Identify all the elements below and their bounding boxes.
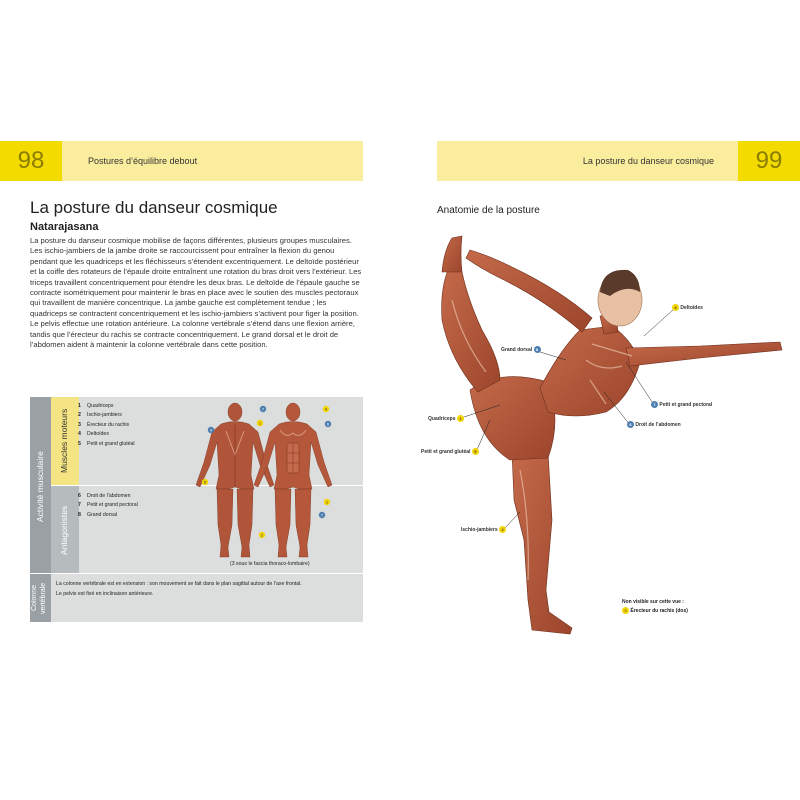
marker: 5 — [203, 479, 207, 485]
spine-label: Colonne vertébrale — [31, 582, 47, 614]
pose-sanskrit-name: Natarajasana — [30, 221, 99, 233]
left-page-number: 98 — [0, 141, 62, 181]
right-running-head: La posture du danseur cosmique — [582, 156, 714, 166]
note-title: Non visible sur cette vue : — [622, 599, 684, 605]
callout-label: Grand dorsal — [501, 346, 533, 353]
callout-quadriceps — [428, 415, 464, 422]
spine-text-line: La colonne vertébrale est en extension : son mouvement se fait dans le plan sagittal autour de l’axe frontal. — [56, 581, 302, 587]
callout-label: Quadriceps — [428, 415, 456, 422]
callout-deltoides — [672, 304, 703, 311]
callout-label: Petit et grand glutéal — [421, 448, 471, 455]
list-item: 5 Petit et grand glutéal — [78, 440, 135, 447]
callout-label: Droit de l’abdomen — [635, 421, 681, 428]
marker: 6 — [326, 421, 330, 427]
body-paragraph: La posture du danseur cosmique mobilise de façons différentes, plusieurs groupes musculaires. Les ischio-jambiers de la jambe droite se raccourcissent pour entraîner la flexion du genou pendant que les quadriceps et les fléchisseurs s’étendent excentriquement. Le deltoïde postérieur et la coiffe des rotateurs de l’épaule droite entraînent une rotation du bras droit vers l’extérieur. Les triceps travaillent concentriquement pour étendre les deux bras. Le deltoïde de l’épaule gauche se contracte isométriquement pour maintenir le bras en place avec le soutien des muscles pectoraux qui travaillent de manière concentrique. La jambe gauche est complètement tendue ; les quadriceps se contractent concentriquement et les ischio-jambiers s’activent pour figer la position. Le pelvis effectue une rotation antérieure. La colonne vertébrale s’étend dans une flexion arrière, tandis que l’érecteur du rachis se contracte concentriquement. Le grand dorsal et le droit de l’abdomen aident à maintenir la colonne vertébrale dans cette position. — [30, 236, 362, 350]
callout-grand-dorsal — [501, 346, 541, 353]
note-item — [622, 607, 688, 616]
list-item: 1 Quadriceps — [78, 403, 114, 409]
list-item: 3 Érecteur du rachis — [78, 421, 130, 428]
movers-label: Muscles moteurs — [59, 408, 69, 474]
page-title: La posture du danseur cosmique — [30, 198, 278, 217]
list-item: 8 Grand dorsal — [78, 511, 117, 518]
marker: 2 — [499, 526, 506, 533]
marker: 5 — [472, 448, 479, 455]
list-item: 6 Droit de l’abdomen — [78, 493, 131, 499]
list-item: 7 Petit et grand pectoral — [78, 502, 138, 509]
left-running-head: Postures d’équilibre debout — [88, 156, 198, 166]
marker: 4 — [324, 406, 328, 412]
callout-ischio-jambiers — [461, 526, 506, 533]
marker: 1 — [258, 420, 262, 426]
antagonists-label: Antagonistes — [59, 505, 69, 555]
marker: 7 — [320, 512, 324, 518]
callout-pectoral — [651, 401, 712, 408]
note-item-label: Érecteur du rachis (dos) — [630, 608, 688, 614]
fascia-note: (3 sous le fascia thoraco-lombaire) — [230, 561, 310, 567]
spine-text-line: Le pelvis est fixé en inclinaison antérieure. — [56, 590, 154, 597]
hidden-muscles-note — [622, 598, 688, 616]
marker: 2 — [260, 532, 264, 538]
section-title: Anatomie de la posture — [437, 205, 540, 216]
marker: 8 — [534, 346, 541, 353]
right-page-number: 99 — [738, 141, 800, 181]
marker: 1 — [457, 415, 464, 422]
marker: 4 — [209, 427, 213, 433]
callout-abdomen — [627, 421, 681, 428]
marker: 1 — [325, 499, 329, 505]
callout-label: Petit et grand pectoral — [659, 401, 713, 408]
marker: 6 — [627, 421, 634, 428]
list-item: 4 Deltoïdes — [78, 431, 109, 438]
marker: 4 — [672, 304, 679, 311]
callout-label: Ischio-jambiers — [461, 526, 498, 533]
marker: 7 — [261, 406, 265, 412]
activity-label: Activité musculaire — [35, 451, 45, 523]
marker: 7 — [651, 401, 658, 408]
callout-label: Deltoïdes — [680, 304, 703, 311]
callout-gluteal — [421, 448, 479, 455]
list-item: 2 Ischio-jambiers — [78, 412, 122, 419]
marker: 3 — [622, 607, 629, 614]
